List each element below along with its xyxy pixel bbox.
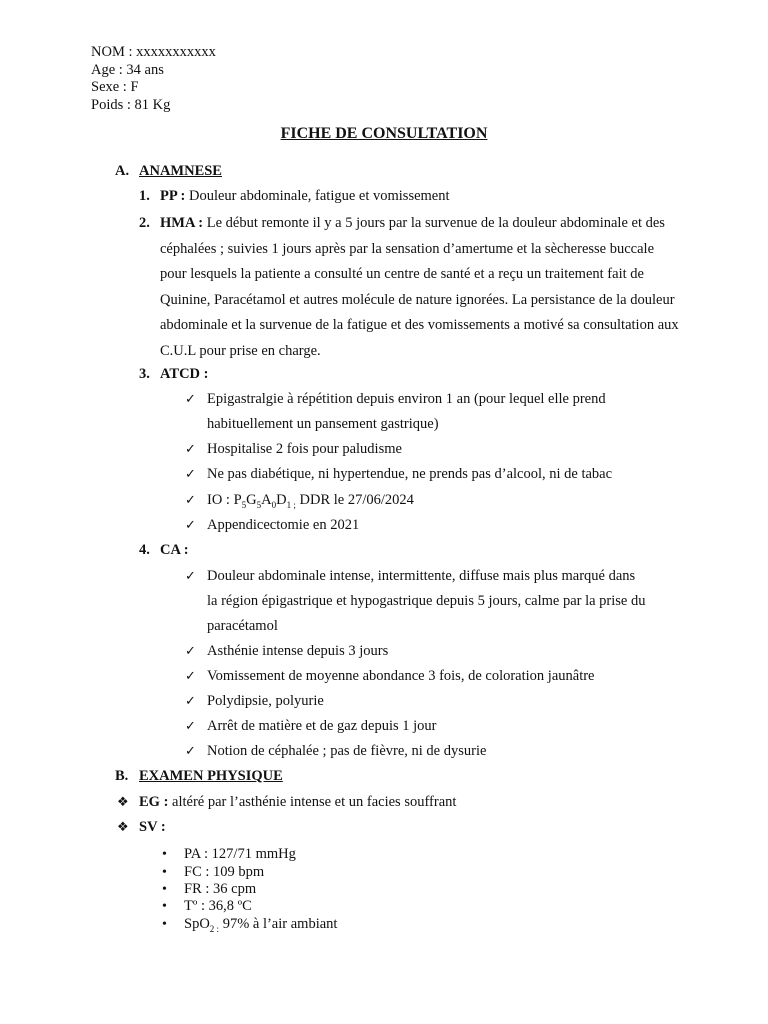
ca-item-text: Asthénie intense depuis 3 jours — [207, 643, 389, 659]
ca-number: 4. — [139, 542, 150, 558]
sv-item-text: Tº : 36,8 ºC — [184, 898, 252, 914]
patient-info — [91, 44, 216, 114]
atcd-item-text: Hospitalise 2 fois pour paludisme — [207, 441, 402, 457]
io-sub: 5 — [256, 499, 262, 510]
diamond-bullet-icon: ❖ — [117, 820, 129, 835]
io-prefix: IO : P — [207, 492, 242, 508]
sv-item-text: FC : 109 bpm — [184, 864, 265, 880]
section-b-heading: EXAMEN PHYSIQUE — [139, 768, 283, 784]
pp-label: PP : — [160, 188, 186, 204]
ca-item-text: Polydipsie, polyurie — [207, 693, 324, 709]
ca-item — [207, 668, 595, 685]
spo2-sub: 2 : — [209, 923, 220, 934]
sv-item — [162, 881, 257, 898]
spo2-prefix: SpO — [184, 916, 210, 932]
ca-item — [207, 643, 388, 660]
dot-bullet-icon: • — [162, 882, 167, 897]
atcd-item — [207, 391, 606, 408]
ca-item-text: Notion de céphalée ; pas de fièvre, ni de dysurie — [207, 743, 487, 759]
section-b-letter: B. — [115, 768, 129, 784]
hma-paragraph — [160, 211, 680, 364]
page-title: FICHE DE CONSULTATION — [280, 125, 488, 142]
io-letter: D — [276, 492, 287, 508]
sv-item — [162, 898, 252, 915]
sv-item-text: FR : 36 cpm — [184, 881, 257, 897]
dot-bullet-icon: • — [162, 899, 167, 914]
ca-item-text: Douleur abdominale intense, intermittente, diffuse mais plus marqué dans — [207, 568, 636, 584]
ca-item-continuation: paracétamol — [207, 618, 278, 634]
io-sub: 1 ; — [286, 499, 296, 510]
atcd-item-text: Ne pas diabétique, ni hypertendue, ne prends pas d’alcool, ni de tabac — [207, 466, 613, 482]
patient-poids: Poids : 81 Kg — [91, 96, 171, 113]
atcd-number: 3. — [139, 366, 150, 382]
atcd-item — [207, 466, 612, 483]
diamond-bullet-icon: ❖ — [117, 795, 129, 810]
pp-line — [160, 188, 450, 205]
dot-bullet-icon: • — [162, 847, 167, 862]
atcd-label: ATCD : — [160, 366, 209, 382]
io-ddr: DDR le 27/06/2024 — [295, 492, 414, 508]
atcd-item-continuation: habituellement un pansement gastrique) — [207, 416, 439, 432]
hma-text: Le début remonte il y a 5 jours par la survenue de la douleur abdominale et des céphalées ; suivies 1 jours après par la sensation d’amertume et la sècheresse buccale pour lesquels la patiente a consulté un centre de santé et a reçu un traitement fait de Quinine, Paracétamol et autres molécule de nature ignorées. La persistance de la douleur abdominale et la survenue de la fatigue et des vomissements a motivé sa consultation aux C.U.L pour prise en charge. — [160, 215, 679, 359]
section-a-heading: ANAMNESE — [139, 163, 222, 179]
sv-item — [162, 846, 296, 863]
ca-item — [207, 743, 486, 760]
sv-item-text: PA : 127/71 mmHg — [184, 846, 296, 862]
atcd-item — [207, 441, 402, 458]
dot-bullet-icon: • — [162, 865, 167, 880]
sv-line — [117, 819, 166, 836]
hma-number: 2. — [139, 215, 150, 231]
atcd-item-text: Appendicectomie en 2021 — [207, 517, 360, 533]
ca-item — [207, 718, 437, 735]
io-letter: G — [246, 492, 257, 508]
hma-label: HMA : — [160, 215, 204, 231]
spo2-value: 97% à l’air ambiant — [219, 916, 338, 932]
atcd-item — [207, 517, 359, 534]
atcd-item-io — [207, 492, 414, 509]
ca-item — [207, 568, 635, 585]
io-sub: 5 — [241, 499, 247, 510]
sv-item — [162, 864, 265, 881]
io-letter: A — [261, 492, 272, 508]
ca-item-text: Vomissement de moyenne abondance 3 fois, de coloration jaunâtre — [207, 668, 595, 684]
eg-line — [117, 794, 457, 811]
ca-item — [207, 693, 324, 710]
patient-age: Age : 34 ans — [91, 61, 164, 78]
ca-item-text: Arrêt de matière et de gaz depuis 1 jour — [207, 718, 437, 734]
patient-nom: NOM : xxxxxxxxxxx — [91, 44, 216, 60]
section-a-letter: A. — [115, 163, 130, 179]
sv-label: SV : — [139, 819, 166, 835]
pp-text: Douleur abdominale, fatigue et vomissement — [189, 188, 450, 204]
dot-bullet-icon: • — [162, 917, 167, 932]
pp-number: 1. — [139, 188, 150, 204]
sv-item-spo2 — [162, 916, 338, 934]
io-sub: 0 — [271, 499, 277, 510]
eg-text: altéré par l’asthénie intense et un facies souffrant — [172, 794, 457, 810]
patient-sexe: Sexe : F — [91, 79, 139, 95]
atcd-item-text: Epigastralgie à répétition depuis environ 1 an (pour lequel elle prend — [207, 391, 606, 407]
ca-item-continuation: la région épigastrique et hypogastrique depuis 5 jours, calme par la prise du — [207, 593, 646, 609]
ca-label: CA : — [160, 542, 189, 558]
eg-label: EG : — [139, 794, 169, 810]
